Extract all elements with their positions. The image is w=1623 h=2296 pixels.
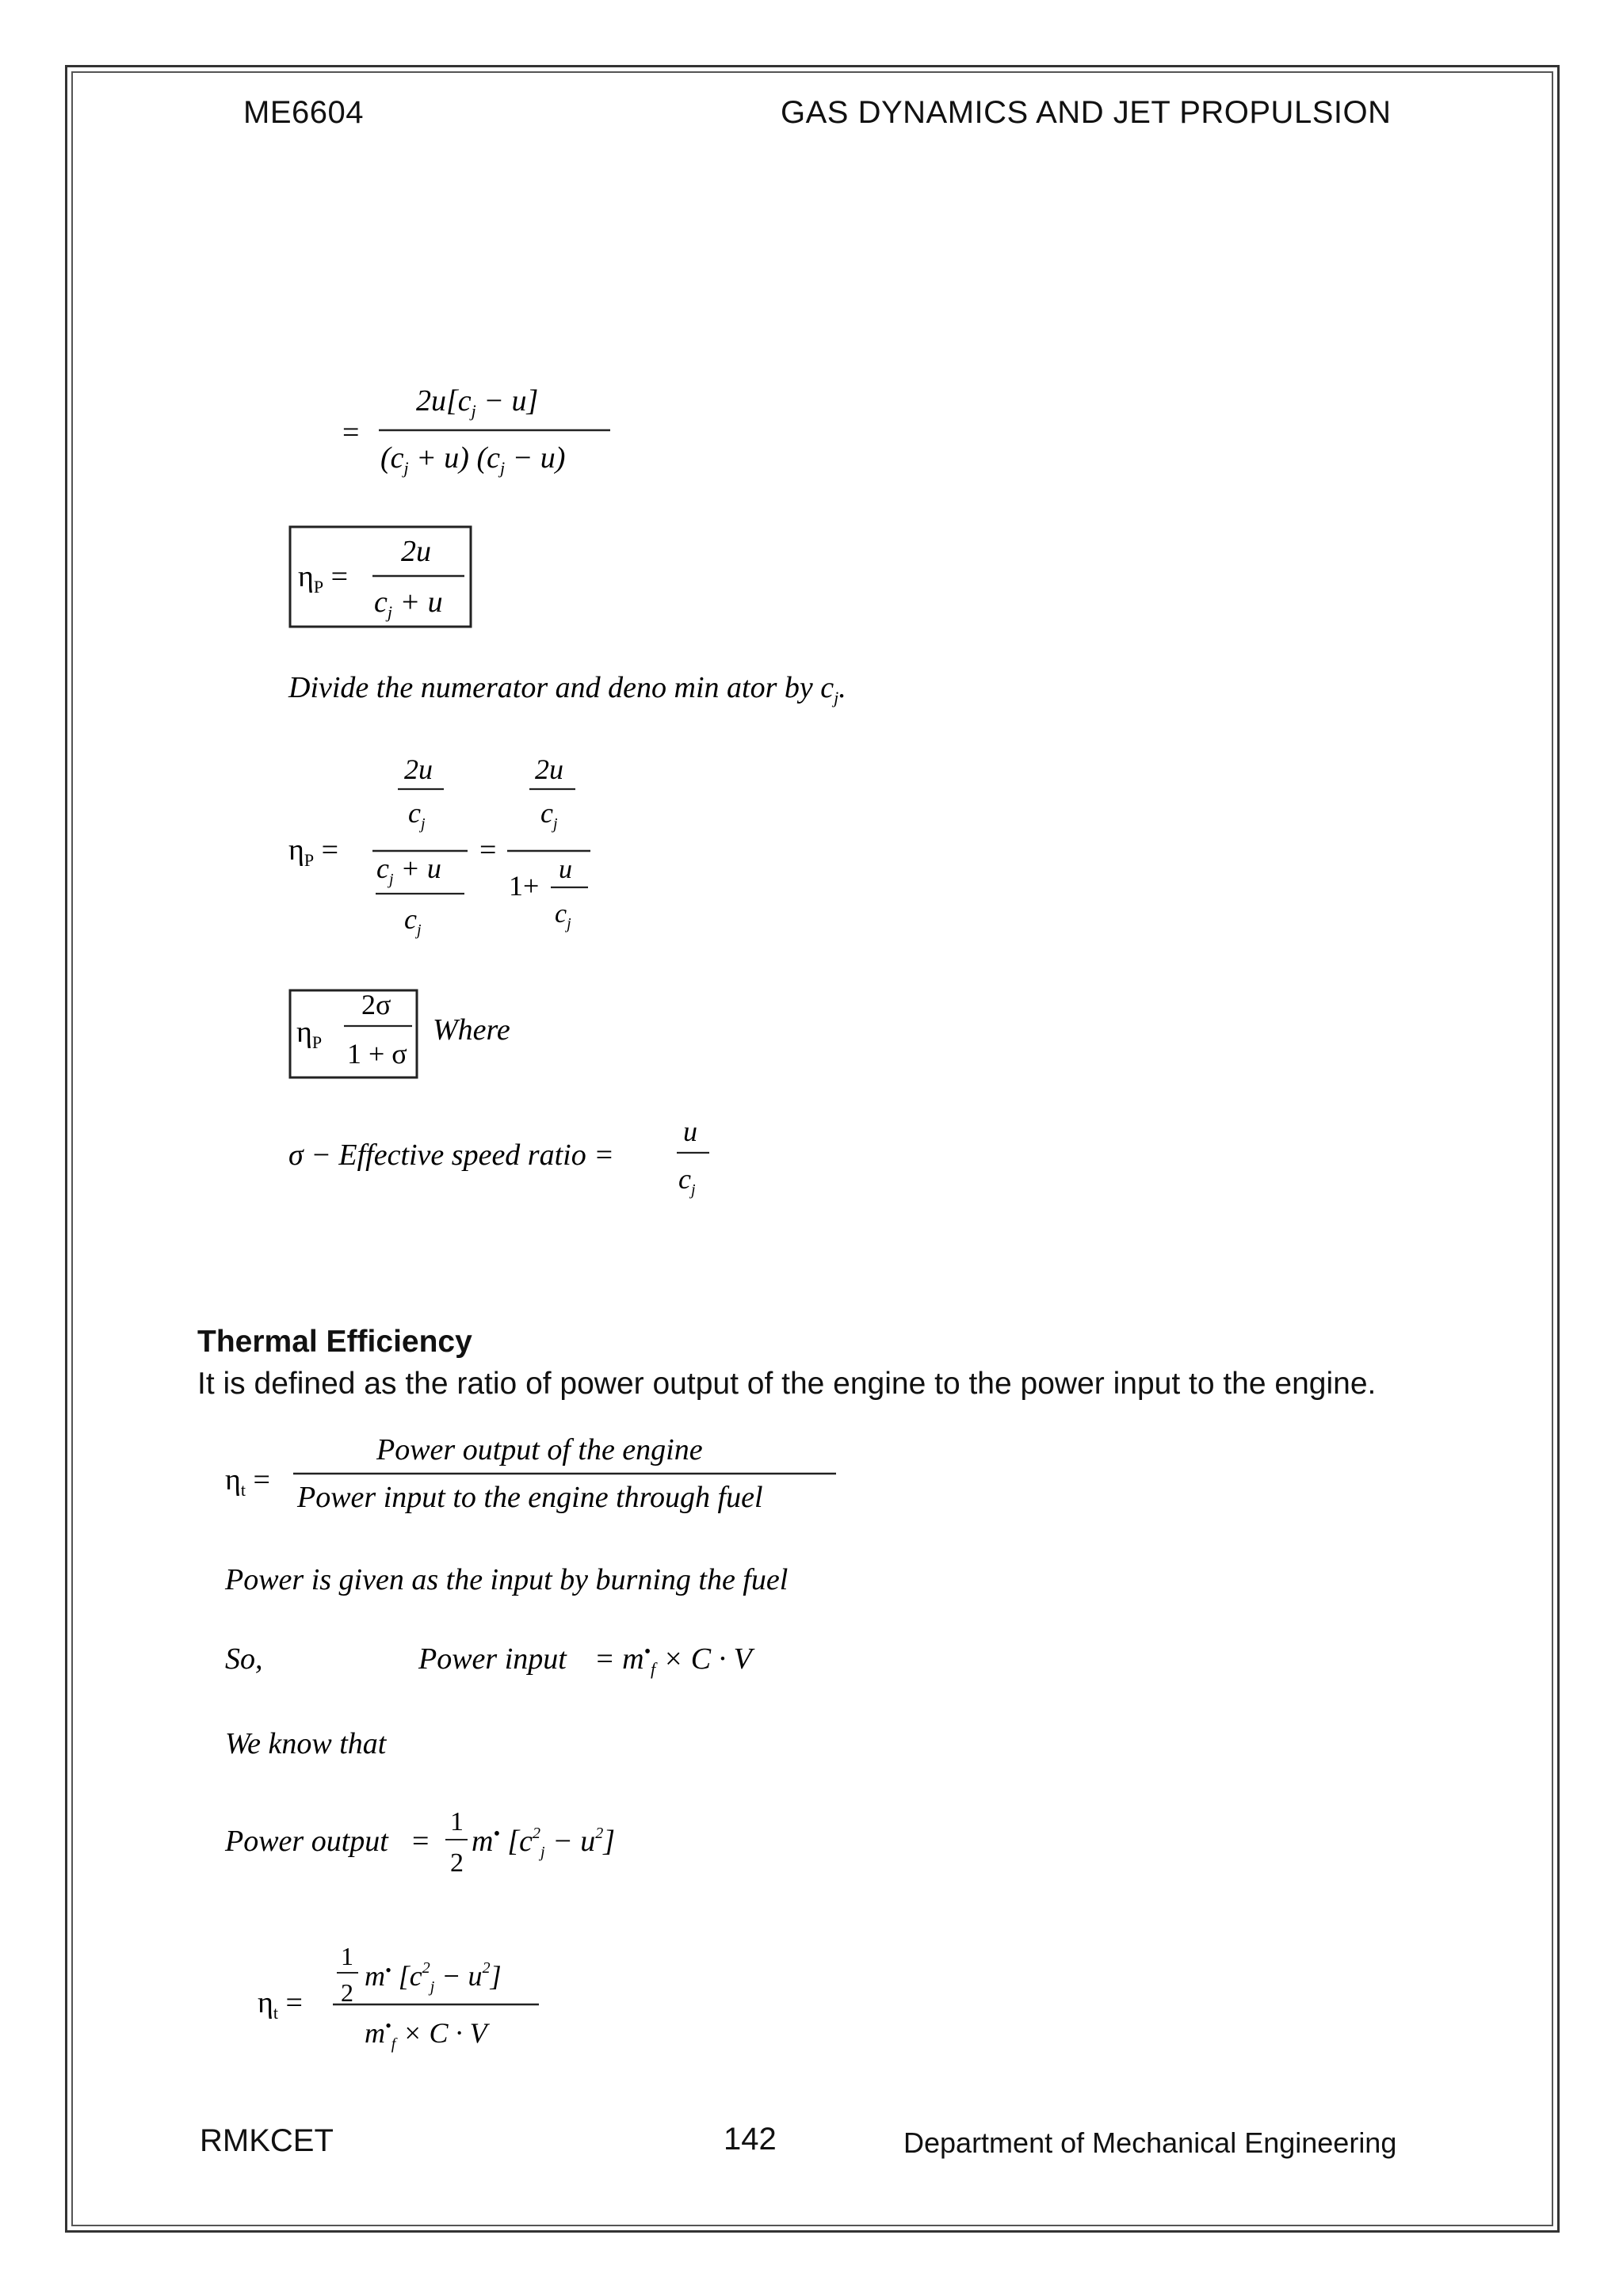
svg-text:2σ: 2σ	[361, 989, 391, 1020]
svg-text:=: =	[412, 1825, 430, 1858]
svg-text:2u: 2u	[535, 753, 563, 785]
svg-text:=: =	[479, 833, 497, 867]
footer-institution: RMKCET	[200, 2123, 334, 2158]
svg-text:2: 2	[450, 1848, 464, 1878]
svg-text:Where: Where	[433, 1013, 510, 1047]
svg-text:= m•f × C · V: = $m^•_f \times C \cdot V$	[594, 1642, 752, 1679]
svg-text:ηP =: $\eta_P$ =	[298, 560, 349, 597]
svg-text:u: u	[683, 1116, 697, 1147]
thermal-efficiency-final	[258, 1942, 539, 2053]
svg-text:Power input to the engine thro: Power input to the engine through fuel	[297, 1481, 763, 1514]
svg-text:cj: $c_j$	[555, 899, 571, 933]
svg-text:=: =	[342, 416, 360, 449]
header-course-title: GAS DYNAMICS AND JET PROPULSION	[781, 95, 1392, 130]
svg-text:cj: $c_j$	[408, 797, 426, 833]
boxed-propulsive-efficiency	[290, 527, 471, 627]
equation-divided	[288, 753, 590, 939]
svg-text:1: 1	[450, 1807, 464, 1836]
power-input-equation	[225, 1642, 755, 1679]
svg-text:2u: 2u	[404, 753, 433, 785]
svg-text:Power output: Power output	[225, 1825, 388, 1858]
power-output-equation	[224, 1807, 615, 1878]
svg-text:2u[cj − u]: $2u[c_j - u]$	[416, 384, 539, 421]
svg-text:1: 1	[341, 1942, 353, 1970]
svg-text:m•f × C · V: $m^•_f \times C \cdot V$	[365, 2016, 487, 2053]
header-course-code: ME6604	[243, 95, 364, 130]
thermal-efficiency-definition: It is defined as the ratio of power output of the engine to the power input to the engine.	[197, 1367, 1377, 1401]
svg-text:σ − Effective speed ratio =: σ − Effective speed ratio =	[288, 1138, 614, 1172]
we-know-text: We know that	[225, 1727, 387, 1760]
svg-text:(cj + u) (cj − u): $(c_j + u) (c_j - u)$	[380, 441, 566, 478]
svg-text:Power input: Power input	[418, 1642, 567, 1676]
footer-page-number: 142	[724, 2122, 777, 2157]
svg-text:1+: 1+	[509, 870, 540, 902]
svg-text:2u: 2u	[401, 535, 431, 568]
svg-text:So,: So,	[225, 1642, 263, 1676]
svg-text:m• [c2j − u2]: m• $[c^2_j - u^2]$	[365, 1959, 502, 1996]
thermal-efficiency-derivation	[214, 1402, 927, 2131]
svg-text:cj: $c_j$	[678, 1163, 696, 1199]
svg-text:m• [c2j − u2]: m• $[c^2_j - u^2]$	[472, 1824, 616, 1861]
boxed-speed-ratio-efficiency	[290, 989, 510, 1077]
svg-text:2: 2	[341, 1978, 353, 2007]
svg-text:cj: $c_j$	[404, 903, 422, 939]
divide-instruction: Divide the numerator and deno min ator by $c_j$.	[288, 671, 846, 707]
footer-department: Department of Mechanical Engineering	[903, 2126, 1397, 2159]
section-title-thermal-efficiency: Thermal Efficiency	[197, 1325, 472, 1359]
svg-text:Power output of the engine: Power output of the engine	[376, 1433, 703, 1466]
thermal-efficiency-ratio	[225, 1433, 836, 1514]
propulsive-efficiency-derivation	[277, 349, 951, 1260]
svg-text:cj: $c_j$	[540, 797, 558, 833]
svg-text:u: u	[559, 855, 572, 884]
sigma-definition	[288, 1116, 709, 1199]
svg-text:cj + u: $c_j + u$	[376, 852, 441, 888]
svg-text:ηP: $\eta_P$	[296, 1016, 323, 1052]
equation-expanded	[342, 384, 610, 478]
svg-text:ηt =: $\eta_t$ =	[225, 1463, 270, 1500]
power-given-text: Power is given as the input by burning the fuel	[225, 1563, 789, 1596]
svg-text:1 + σ: 1 + σ	[347, 1038, 407, 1070]
svg-text:ηt =: $\eta_t$ =	[258, 1986, 303, 2023]
svg-text:ηP =: $\eta_P$ =	[288, 833, 339, 870]
svg-text:cj + u: $c_j + u$	[374, 585, 443, 622]
